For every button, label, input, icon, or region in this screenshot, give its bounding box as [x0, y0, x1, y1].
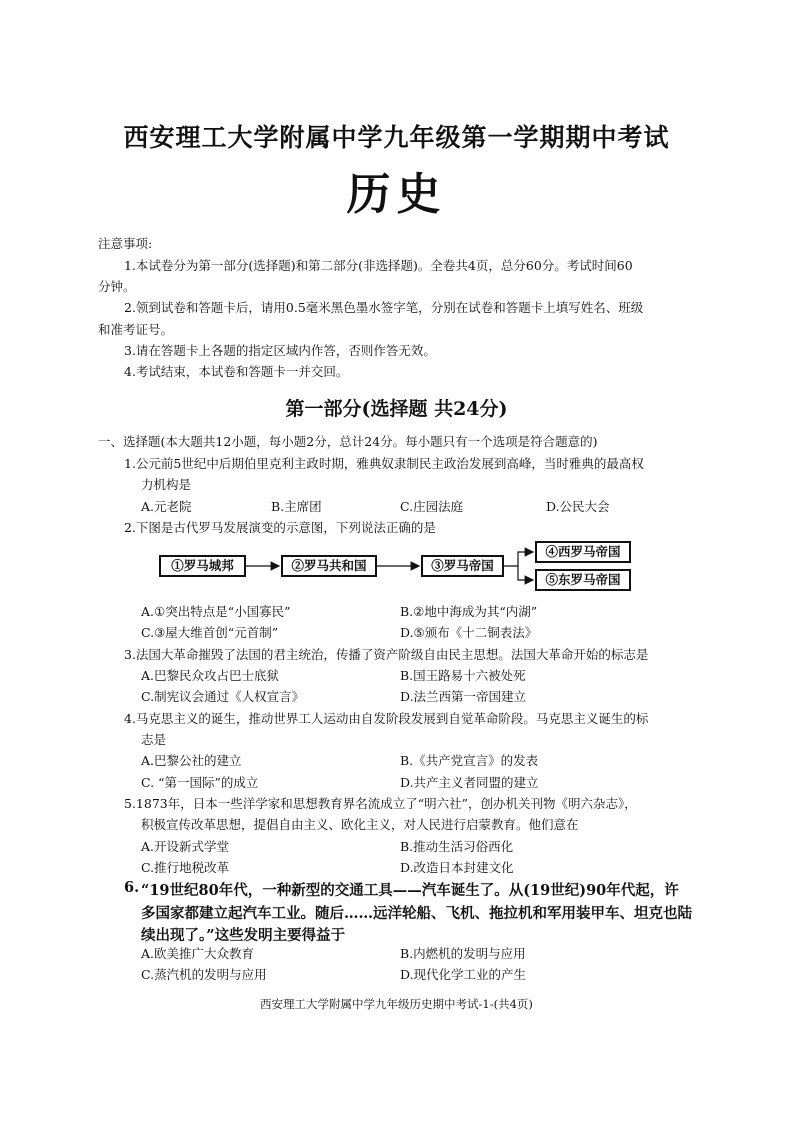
diagram-box-rome-city-state: ①罗马城邦: [159, 555, 246, 577]
option-b: B.主席团: [271, 499, 322, 514]
question-number: 6.: [124, 879, 140, 896]
option-a: A.①突出特点是“小国寡民”: [141, 604, 291, 619]
diagram-box-roman-empire: ③罗马帝国: [421, 555, 504, 577]
option-b: B.推动生活习俗西化: [400, 839, 514, 854]
diagram-box-roman-republic: ②罗马共和国: [281, 555, 377, 577]
question-stem: 4.马克思主义的诞生，推动世界工人运动由自发阶段发展到自觉革命阶段。马克思主义诞生的标: [124, 711, 649, 726]
notice-item: 3.请在答题卡上各题的指定区域内作答，否则作答无效。: [124, 343, 436, 358]
option-c: C.③屋大维首创“元首制”: [141, 625, 279, 640]
option-d: D.⑤颁布《十二铜表法》: [400, 625, 538, 640]
subject-title: 历史: [346, 169, 447, 220]
option-d: D.法兰西第一帝国建立: [400, 689, 527, 704]
arrow-3-4: [504, 552, 533, 566]
option-c: C.推行地税改革: [141, 860, 230, 875]
notice-item: 分钟。: [98, 279, 136, 294]
part-title: 第一部分(选择题 共24分): [285, 398, 508, 420]
question-stem: 续出现了。”这些发明主要得益于: [141, 927, 346, 944]
notice-item: 2.领到试卷和答题卡后，请用0.5毫米黑色墨水签字笔，分别在试卷和答题卡上填写姓名、班级: [124, 300, 644, 315]
question-stem: 积极宣传改革思想，提倡自由主义、欧化主义，对人民进行启蒙教育。他们意在: [141, 817, 579, 832]
option-b: B.国王路易十六被处死: [400, 668, 526, 683]
question-stem: 1.公元前5世纪中后期伯里克利主政时期，雅典奴隶制民主政治发展到高峰，当时雅典的最高权: [124, 456, 644, 471]
option-a: A.欧美推广大众教育: [141, 946, 255, 961]
question-stem: 力机构是: [141, 477, 192, 492]
option-b: B.内燃机的发明与应用: [400, 946, 526, 961]
page-footer: 西安理工大学附属中学九年级历史期中考试-1-(共4页): [260, 997, 533, 1011]
option-c: C. “第一国际”的成立: [141, 775, 259, 790]
option-a: A.元老院: [141, 499, 192, 514]
notice-item: 4.考试结束，本试卷和答题卡一并交回。: [124, 364, 349, 379]
question-stem: 5.1873年，日本一些洋学家和思想教育界名流成立了“明六社”，创办机关刊物《明六杂志》，: [124, 796, 637, 811]
option-c: C.制宪议会通过《人权宣言》: [141, 689, 305, 704]
option-b: B.②地中海成为其“内湖”: [400, 604, 538, 619]
option-a: A.巴黎公社的建立: [141, 753, 242, 768]
arrow-3-5: [518, 566, 533, 580]
question-stem: 多国家都建立起汽车工业。随后……远洋轮船、飞机、拖拉机和军用装甲车、坦克也陆: [141, 905, 692, 922]
diagram-box-eastern-roman-empire: ⑤东罗马帝国: [535, 569, 631, 591]
notice-item: 1.本试卷分为第一部分(选择题)和第二部分(非选择题)。全卷共4页，总分60分。考试时间60: [124, 258, 633, 273]
notice-item: 和准考证号。: [98, 322, 174, 337]
section-instruction: 一、选择题(本大题共12小题，每小题2分，总计24分。每小题只有一个选项是符合题意的): [98, 434, 598, 449]
notice-heading: 注意事项:: [98, 236, 153, 251]
option-d: D.改造日本封建文化: [400, 860, 514, 875]
question-stem: 2.下图是古代罗马发展演变的示意图，下列说法正确的是: [124, 520, 436, 535]
option-a: A.开设新式学堂: [141, 839, 230, 854]
option-a: A.巴黎民众攻占巴士底狱: [141, 668, 280, 683]
option-c: C.庄园法庭: [400, 499, 464, 514]
option-d: D.公民大会: [546, 499, 610, 514]
question-stem: 3.法国大革命摧毁了法国的君主统治，传播了资产阶级自由民主思想。法国大革命开始的标志是: [124, 647, 649, 662]
option-b: B.《共产党宣言》的发表: [400, 753, 539, 768]
option-c: C.蒸汽机的发明与应用: [141, 967, 267, 982]
question-stem: “19世纪80年代，一种新型的交通工具——汽车诞生了。从(19世纪)90年代起，许: [141, 882, 679, 899]
question-stem: 志是: [141, 732, 167, 747]
option-d: D.共产主义者同盟的建立: [400, 775, 539, 790]
option-d: D.现代化学工业的产生: [400, 967, 527, 982]
diagram-box-western-roman-empire: ④西罗马帝国: [535, 541, 631, 563]
exam-title: 西安理工大学附属中学九年级第一学期期中考试: [123, 123, 670, 152]
